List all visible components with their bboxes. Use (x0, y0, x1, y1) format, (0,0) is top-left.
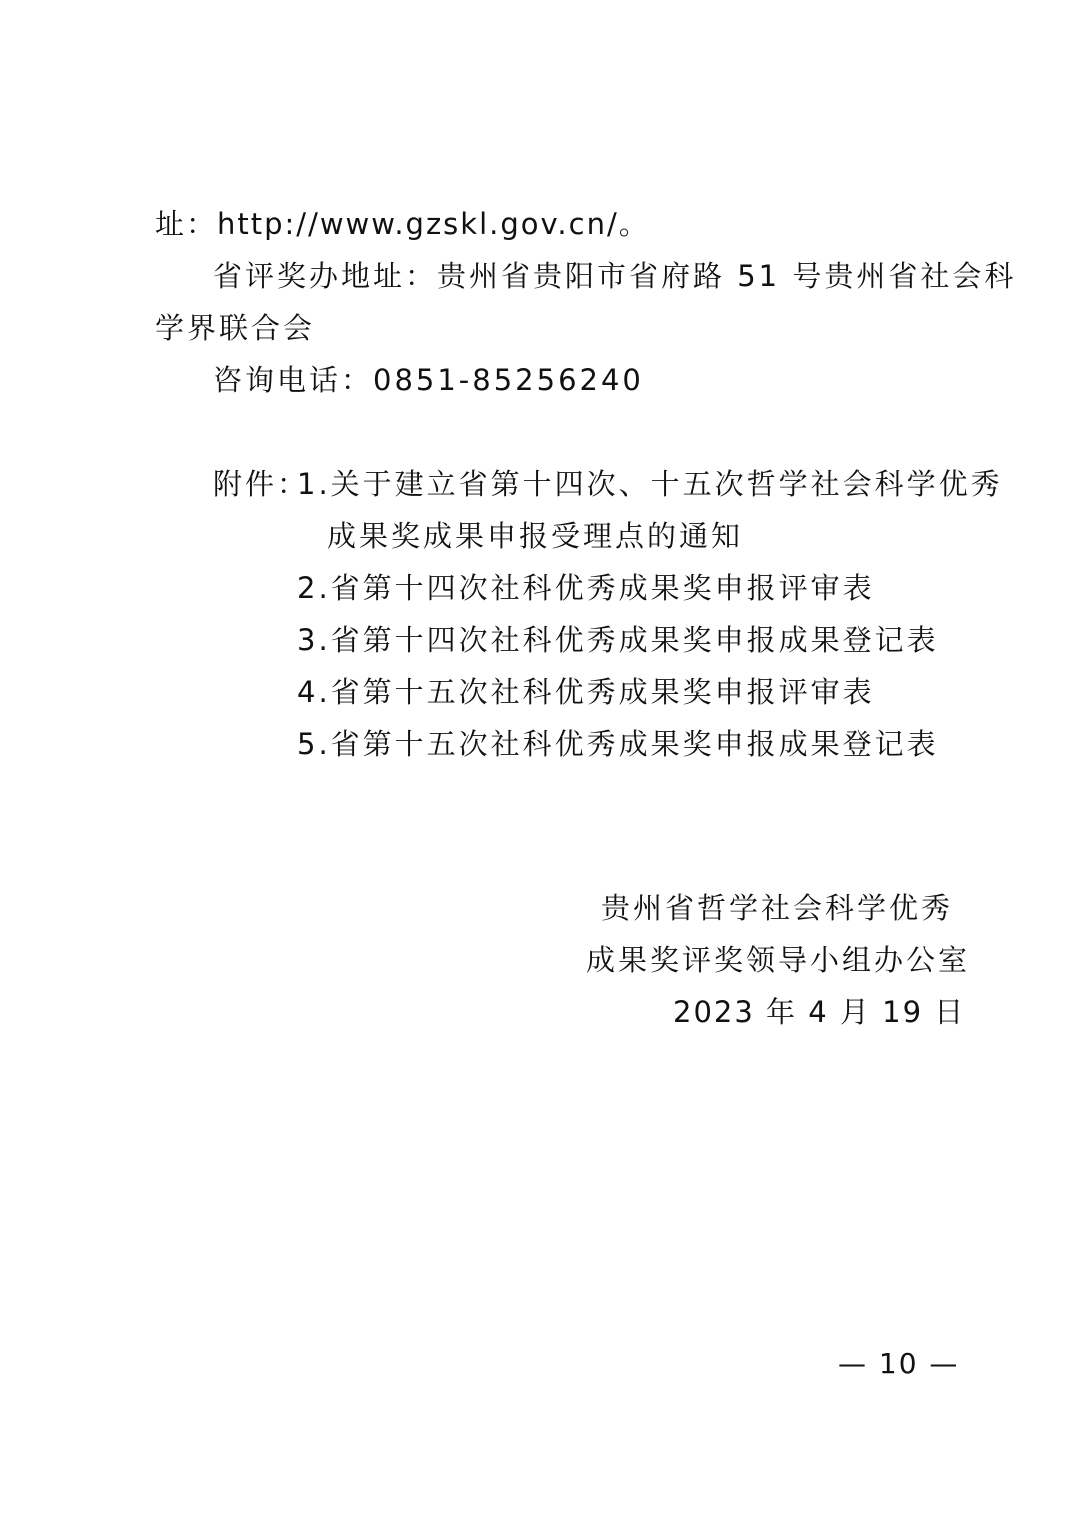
attachment-item-4: 4.省第十五次社科优秀成果奖申报评审表 (297, 675, 875, 709)
phone-line: 咨询电话：0851-85256240 (213, 363, 644, 397)
attachments-label: 附件： (213, 467, 310, 501)
address-line-2: 学界联合会 (155, 311, 316, 345)
page-number: — 10 — (838, 1347, 960, 1380)
attachment-item-2: 2.省第十四次社科优秀成果奖申报评审表 (297, 571, 875, 605)
website-line: 址：http://www.gzskl.gov.cn/。 (155, 207, 650, 241)
signature-org-line-2: 成果奖评奖领导小组办公室 (586, 943, 971, 977)
attachment-item-1: 1.关于建立省第十四次、十五次哲学社会科学优秀 (297, 467, 1003, 501)
attachment-item-1-continued: 成果奖成果申报受理点的通知 (327, 519, 744, 553)
signature-org-line-1: 贵州省哲学社会科学优秀 (601, 891, 954, 925)
signature-date: 2023 年 4 月 19 日 (673, 995, 966, 1029)
attachment-item-5: 5.省第十五次社科优秀成果奖申报成果登记表 (297, 727, 939, 761)
attachment-item-3: 3.省第十四次社科优秀成果奖申报成果登记表 (297, 623, 939, 657)
address-line-1: 省评奖办地址：贵州省贵阳市省府路 51 号贵州省社会科 (213, 259, 1017, 293)
